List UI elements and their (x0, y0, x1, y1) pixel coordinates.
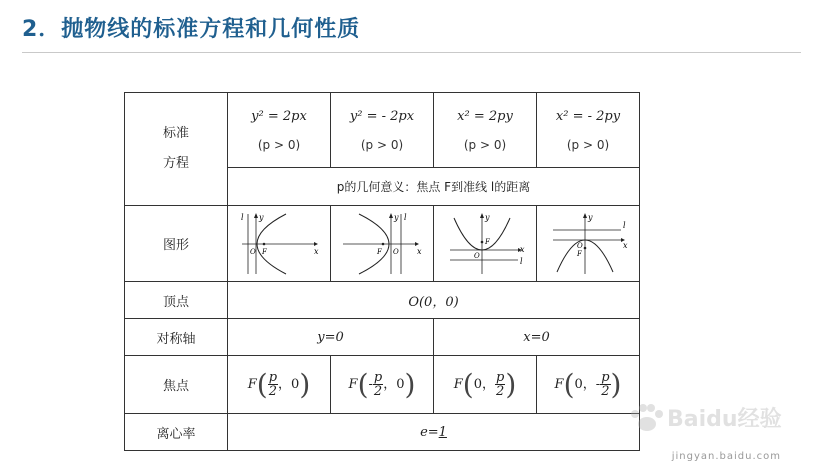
parabola-left-diagram (339, 210, 425, 278)
svg-text:y: y (259, 212, 264, 222)
svg-text:l: l (404, 212, 407, 222)
watermark-brand: Baidu经验 (667, 407, 782, 432)
graph-up-opening (434, 206, 537, 282)
eccentricity-value: e=1 (228, 414, 640, 451)
svg-text:x: x (314, 246, 319, 256)
equation-3: x² = 2py (457, 108, 513, 124)
label-symmetry-axis: 对称轴 (125, 319, 228, 356)
equation-cell-1 (228, 93, 331, 168)
axis-value-horizontal: y=0 (228, 319, 434, 356)
label-standard-equation: 标准 方程 (125, 93, 228, 206)
parabola-right-diagram (236, 210, 322, 278)
parabola-down-diagram (545, 210, 631, 278)
focus-1: F( $\frac{p}{2}$ ，0) (228, 356, 331, 414)
paw-icon (621, 394, 801, 444)
baidu-watermark (621, 394, 801, 444)
svg-text:O: O (393, 247, 399, 256)
svg-text:y: y (394, 212, 399, 222)
condition-2: (p > 0) (360, 137, 404, 152)
focus-1-fraction: $\frac{p}{2}$ (268, 370, 278, 399)
condition-1: (p > 0) (257, 137, 301, 152)
svg-text:O: O (577, 241, 583, 250)
svg-text:F: F (577, 249, 582, 258)
label-focus: 焦点 (125, 356, 228, 414)
row-standard-equation (125, 93, 640, 168)
focus-3: F(0， $\frac{p}{2}$ ) (434, 356, 537, 414)
row-focus (125, 356, 640, 414)
svg-text:O: O (250, 247, 256, 256)
svg-text:x: x (520, 244, 525, 254)
focus-4: F(0，- $\frac{p}{2}$ ) (537, 356, 640, 414)
row-symmetry-axis (125, 319, 640, 356)
svg-text:l: l (520, 256, 523, 266)
equation-cell-2 (331, 93, 434, 168)
label-graph: 图形 (125, 206, 228, 282)
graph-right-opening (228, 206, 331, 282)
focus-3-fraction: $\frac{p}{2}$ (495, 370, 505, 399)
parabola-properties-table (124, 92, 640, 451)
svg-text:l: l (241, 212, 244, 222)
focus-2-fraction: $\frac{p}{2}$ (373, 370, 383, 399)
svg-text:y: y (588, 212, 593, 222)
graph-left-opening (331, 206, 434, 282)
svg-text:F: F (485, 237, 490, 246)
graph-down-opening (537, 206, 640, 282)
svg-text:x: x (417, 246, 422, 256)
focus-4-fraction: $\frac{p}{2}$ (601, 370, 610, 399)
svg-text:F: F (262, 247, 267, 256)
focus-2: F(- $\frac{p}{2}$ ，0) (331, 356, 434, 414)
watermark-url: jingyan.baidu.com (671, 451, 781, 462)
svg-text:x: x (623, 240, 628, 250)
svg-text:y: y (485, 212, 490, 222)
equation-cell-4 (537, 93, 640, 168)
equation-1: y² = 2px (251, 108, 307, 124)
row-graph (125, 206, 640, 282)
svg-text:O: O (474, 251, 480, 260)
label-vertex: 顶点 (125, 282, 228, 319)
equation-cell-3 (434, 93, 537, 168)
svg-text:F: F (377, 247, 382, 256)
equation-2: y² = - 2px (349, 108, 415, 124)
page-title: 2．抛物线的标准方程和几何性质 (22, 17, 361, 42)
equation-4: x² = - 2py (555, 108, 621, 124)
label-eccentricity: 离心率 (125, 414, 228, 451)
vertex-value: O(0，0) (228, 282, 640, 319)
row-eccentricity (125, 414, 640, 451)
row-vertex (125, 282, 640, 319)
p-meaning-text: p的几何意义：焦点 F到准线 l的距离 (228, 168, 640, 206)
title-divider (22, 52, 801, 53)
parabola-up-diagram (442, 210, 528, 278)
axis-value-vertical: x=0 (434, 319, 640, 356)
condition-4: (p > 0) (566, 137, 610, 152)
condition-3: (p > 0) (463, 137, 507, 152)
svg-text:l: l (623, 220, 626, 230)
